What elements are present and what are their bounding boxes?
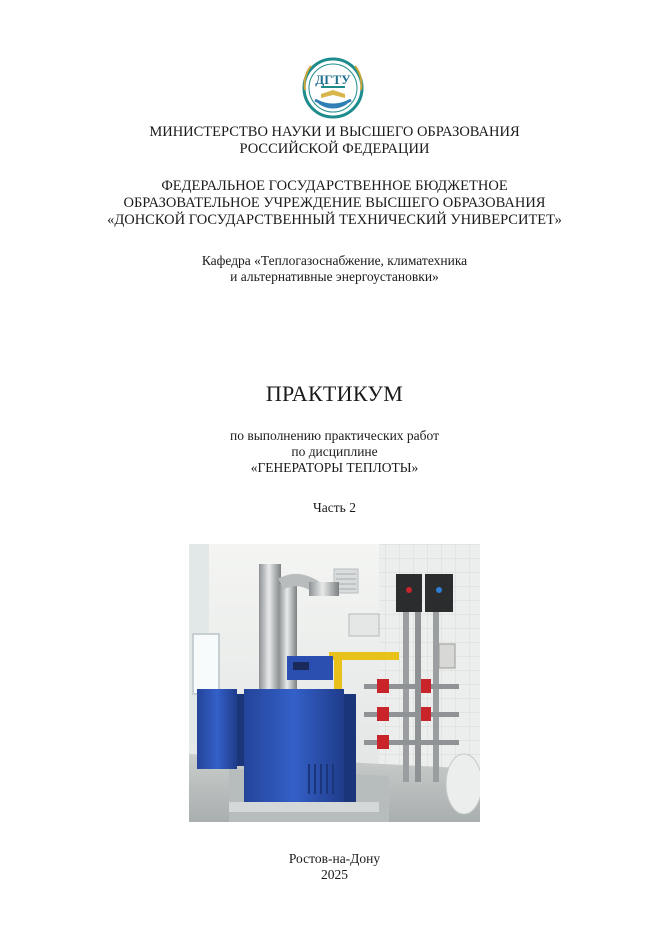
purpose-line-1: по выполнению практических работ — [229, 428, 440, 443]
university-line-1: ФЕДЕРАЛЬНОЕ ГОСУДАРСТВЕННОЕ БЮДЖЕТНОЕ — [161, 178, 508, 194]
publication-year: 2025 — [321, 867, 348, 882]
part-number: Часть 2 — [313, 500, 356, 515]
purpose-line-2: по дисциплине — [291, 444, 378, 459]
logo-text: ДГТУ — [315, 72, 351, 87]
publication-place-block — [0, 851, 669, 883]
discipline-name: «ГЕНЕРАТОРЫ ТЕПЛОТЫ» — [250, 460, 419, 475]
purpose-block — [0, 428, 669, 476]
university-line-3: «ДОНСКОЙ ГОСУДАРСТВЕННЫЙ ТЕХНИЧЕСКИЙ УНИВЕРСИТЕТ» — [107, 212, 562, 228]
dstu-emblem-icon — [301, 56, 365, 120]
university-line-2: ОБРАЗОВАТЕЛЬНОЕ УЧРЕЖДЕНИЕ ВЫСШЕГО ОБРАЗОВАНИЯ — [123, 195, 546, 211]
publication-city: Ростов-на-Дону — [288, 851, 381, 866]
boiler-room-photo — [189, 544, 480, 822]
ministry-block — [0, 124, 669, 158]
university-block — [0, 178, 669, 229]
department-line-2: и альтернативные энергоустановки» — [230, 269, 439, 284]
ministry-line-2: РОССИЙСКОЙ ФЕДЕРАЦИИ — [239, 141, 430, 157]
document-type: ПРАКТИКУМ — [265, 381, 404, 406]
department-block — [0, 253, 669, 285]
ministry-line-1: МИНИСТЕРСТВО НАУКИ И ВЫСШЕГО ОБРАЗОВАНИЯ — [149, 124, 520, 140]
department-line-1: Кафедра «Теплогазоснабжение, климатехника — [201, 253, 468, 268]
